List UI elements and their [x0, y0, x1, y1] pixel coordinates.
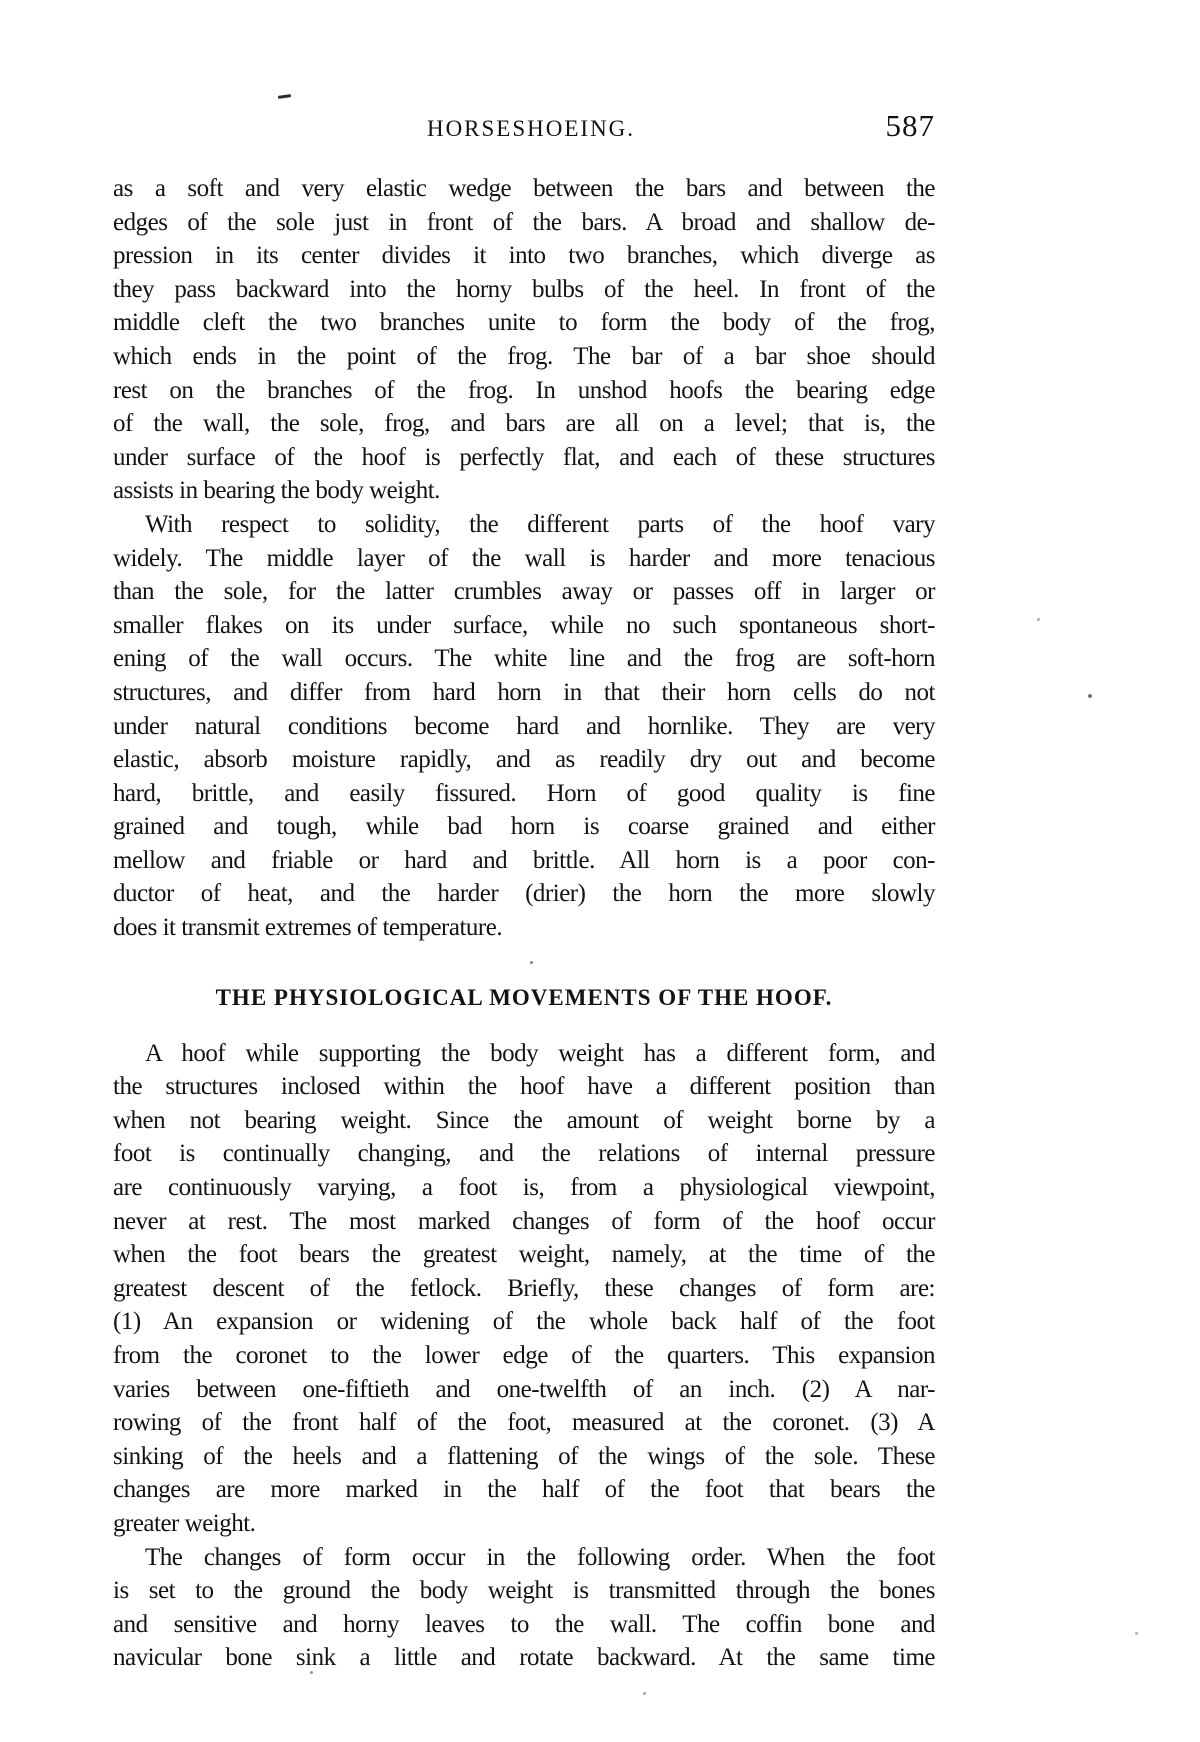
text-line: grained and tough, while bad horn is coarse grained and either [113, 813, 935, 841]
text-line: does it transmit extremes of temperature. [113, 914, 503, 942]
text-line: when not bearing weight. Since the amount of weight borne by a [113, 1106, 935, 1134]
text-line: ening of the wall occurs. The white line and the frog are soft-horn [113, 645, 935, 673]
text-line: are continuously varying, a foot is, from a physiological viewpoint, [113, 1174, 935, 1202]
text-line: greatest descent of the fetlock. Briefly, these changes of form are: [113, 1274, 935, 1302]
text-line: smaller flakes on its under surface, while no such spontaneous short- [113, 611, 935, 639]
section-heading: THE PHYSIOLOGICAL MOVEMENTS OF THE HOOF. [215, 984, 833, 1010]
scan-dash-artifact [278, 94, 291, 99]
text-line: which ends in the point of the frog. The bar of a bar shoe should [113, 342, 935, 370]
text-line: hard, brittle, and easily fissured. Horn of good quality is fine [113, 779, 935, 807]
text-line: sinking of the heels and a flattening of the wings of the sole. These [113, 1442, 935, 1470]
page-body [113, 172, 935, 1675]
text-line: pression in its center divides it into two branches, which diverge as [113, 242, 935, 270]
text-line: The changes of form occur in the following order. When the foot [145, 1543, 935, 1571]
text-line: elastic, absorb moisture rapidly, and as readily dry out and become [113, 746, 935, 774]
scan-speck [1135, 1632, 1138, 1635]
text-line: never at rest. The most marked changes of form of the hoof occur [113, 1207, 935, 1235]
page-number: 587 [885, 108, 935, 143]
text-line: greater weight. [113, 1509, 256, 1537]
text-line: rowing of the front half of the foot, measured at the coronet. (3) A [113, 1409, 935, 1437]
text-line: from the coronet to the lower edge of the quarters. This expansion [113, 1342, 935, 1369]
text-line: than the sole, for the latter crumbles away or passes off in larger or [113, 578, 935, 606]
paragraph [113, 172, 935, 508]
scan-speck [1088, 694, 1092, 698]
text-line: they pass backward into the horny bulbs of the heel. In front of the [113, 275, 935, 303]
scan-speck [1037, 618, 1040, 621]
text-line: ductor of heat, and the harder (drier) the horn the more slowly [113, 880, 935, 908]
text-line: mellow and friable or hard and brittle. All horn is a poor con- [113, 846, 935, 874]
text-line: under natural conditions become hard and hornlike. They are very [113, 712, 935, 740]
text-line: as a soft and very elastic wedge between the bars and between the [113, 175, 935, 202]
text-line: is set to the ground the body weight is transmitted through the bones [113, 1577, 935, 1605]
text-line: middle cleft the two branches unite to form the body of the frog, [113, 309, 935, 337]
paragraph [113, 1037, 935, 1541]
text-line: of the wall, the sole, frog, and bars are all on a level; that is, the [113, 410, 935, 438]
paragraph [113, 508, 935, 945]
text-line: and sensitive and horny leaves to the wall. The coffin bone and [113, 1610, 935, 1638]
text-line: changes are more marked in the half of the foot that bears the [113, 1476, 935, 1504]
text-line: when the foot bears the greatest weight, namely, at the time of the [113, 1241, 935, 1269]
text-block [113, 110, 935, 1675]
text-line: under surface of the hoof is perfectly flat, and each of these structures [113, 443, 935, 471]
text-line: assists in bearing the body weight. [113, 477, 440, 505]
text-line: foot is continually changing, and the relations of internal pressure [113, 1140, 935, 1168]
page-header [113, 110, 935, 146]
text-line: With respect to solidity, the different parts of the hoof vary [145, 510, 935, 538]
text-line: edges of the sole just in front of the bars. A broad and shallow de- [113, 208, 935, 236]
running-head: HORSESHOEING. [426, 116, 636, 141]
text-line: rest on the branches of the frog. In unshod hoofs the bearing edge [113, 376, 935, 404]
text-line: (1) An expansion or widening of the whole back half of the foot [113, 1308, 935, 1336]
text-line: the structures inclosed within the hoof have a different position than [113, 1073, 935, 1101]
text-line: A hoof while supporting the body weight has a different form, and [145, 1039, 935, 1067]
text-line: varies between one-fiftieth and one-twelfth of an inch. (2) A nar- [113, 1375, 935, 1403]
paragraph [113, 1541, 935, 1675]
scan-speck [643, 1692, 646, 1695]
text-line: widely. The middle layer of the wall is harder and more tenacious [113, 544, 935, 572]
text-line: structures, and differ from hard horn in that their horn cells do not [113, 678, 935, 706]
text-line: navicular bone sink a little and rotate backward. At the same time [113, 1644, 935, 1672]
